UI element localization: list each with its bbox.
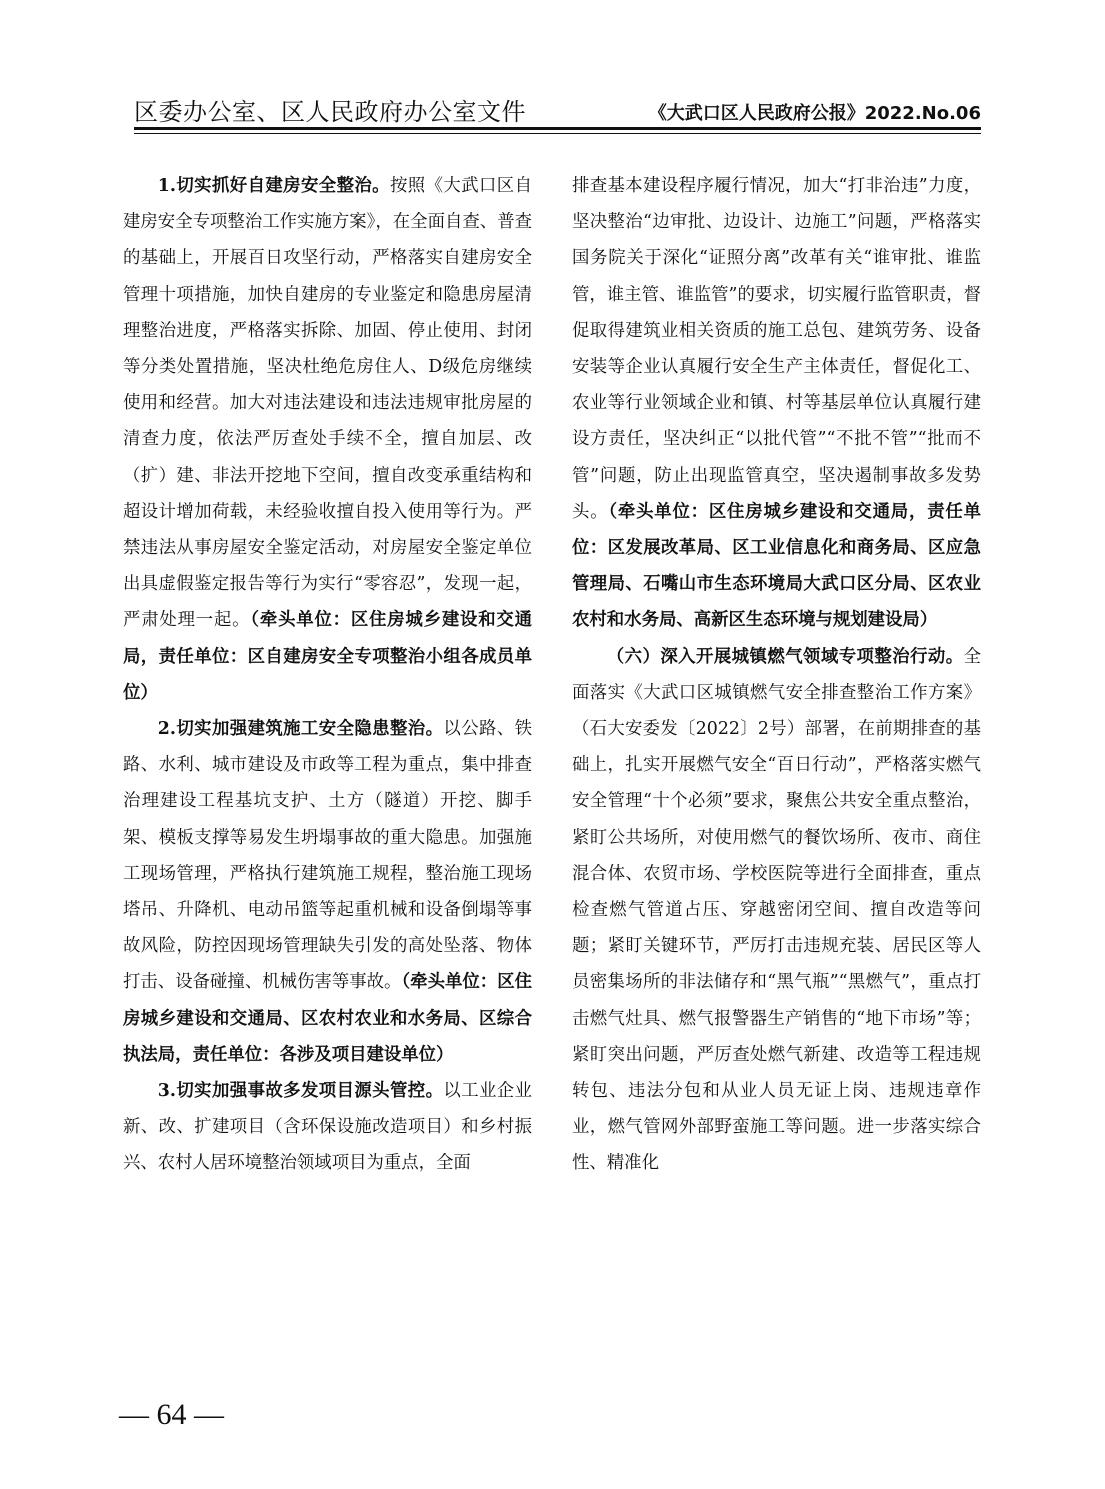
- responsible-units: （牵头单位：区住房城乡建设和交通局，责任单位：区自建房安全专项整治小组各成员单位）: [123, 610, 532, 703]
- gazette-issue-label: 《大武口区人民政府公报》2022.No.06: [648, 103, 981, 124]
- paragraph-body: 以工业企业新、改、扩建项目（含环保设施改造项目）和乡村振兴、农村人居环境整治领域项目为重点，全面: [123, 1081, 532, 1174]
- document-header-title: 区委办公室、区人民政府办公室文件: [134, 98, 526, 126]
- paragraph-self-built-housing: [123, 168, 532, 711]
- paragraph-body: 以公路、铁路、水利、城市建设及市政等工程为重点，集中排查治理建设工程基坑支护、土方（隧道）开挖、脚手架、模板支撑等易发生坍塌事故的重大隐患。加强施工现场管理，严格执行建筑施工规程，整治施工现场塔吊、升降机、电动吊篮等起重机械和设备倒塌等事故风险，防控因现场管理缺失引发的高处坠落、物体打击、设备碰撞、机械伤害等事故。: [123, 719, 532, 993]
- responsible-units: （牵头单位：区住房城乡建设和交通局、区农村农业和水务局、区综合执法局，责任单位：各涉及项目建设单位）: [123, 972, 532, 1065]
- paragraph-heading: 2.切实加强建筑施工安全隐患整治。: [157, 719, 444, 740]
- paragraph-body: 全面落实《大武口区城镇燃气安全排查整治工作方案》（石大安委发〔2022〕2号）部署，在前期排查的基础上，扎实开展燃气安全“百日行动”，严格落实燃气安全管理“十个必须”要求，聚焦公共安全重点整治，紧盯公共场所，对使用燃气的餐饮场所、夜市、商住混合体、农贸市场、学校医院等进行全面排查，重点检查燃气管道占压、穿越密闭空间、擅自改造等问题；紧盯关键环节，严厉打击违规充装、居民区等人员密集场所的非法储存和“黑气瓶”“黑燃气”，重点打击燃气灶具、燃气报警器生产销售的“地下市场”等；紧盯突出问题，严厉查处燃气新建、改造等工程违规转包、违法分包和从业人员无证上岗、违规违章作业，燃气管网外部野蛮施工等问题。进一步落实综合性、精准化: [572, 646, 981, 1174]
- paragraph-body: 按照《大武口区自建房安全专项整治工作实施方案》，在全面自查、普查的基础上，开展百日攻坚行动，严格落实自建房安全管理十项措施，加快自建房的专业鉴定和隐患房屋清理整治进度，严格落实拆除、加固、停止使用、封闭等分类处置措施，坚决杜绝危房住人、D级危房继续使用和经营。加大对违法建设和违法违规审批房屋的清查力度，依法严厉查处手续不全，擅自加层、改（扩）建、非法开挖地下空间，擅自改变承重结构和超设计增加荷载，未经验收擅自投入使用等行为。严禁违法从事房屋安全鉴定活动，对房屋安全鉴定单位出具虚假鉴定报告等行为实行“零容忍”，发现一起，严肃处理一起。: [123, 176, 532, 631]
- paragraph-construction-safety: [123, 711, 532, 1073]
- paragraph-body: 排查基本建设程序履行情况，加大“打非治违”力度，坚决整治“边审批、边设计、边施工”问题，严格落实国务院关于深化“证照分离”改革有关“谁审批、谁监管，谁主管、谁监管”的要求，切实履行监管职责，督促取得建筑业相关资质的施工总包、建筑劳务、设备安装等企业认真履行安全生产主体责任，督促化工、农业等行业领域企业和镇、村等基层单位认真履行建设方责任，坚决纠正“以批代管”“不批不管”“批而不管”问题，防止出现监管真空，坚决遏制事故多发势头。: [572, 176, 981, 522]
- paragraph-source-control: [123, 1073, 532, 1182]
- paragraph-continued: [572, 168, 981, 639]
- right-column: [572, 168, 981, 1182]
- header-rule-thin: [134, 133, 981, 134]
- paragraph-heading: 3.切实加强事故多发项目源头管控。: [157, 1081, 444, 1102]
- header-rule-thick: [134, 127, 981, 130]
- section-heading: （六）深入开展城镇燃气领域专项整治行动。: [606, 646, 964, 667]
- left-column: [123, 168, 532, 1182]
- responsible-units: （牵头单位：区住房城乡建设和交通局，责任单位：区发展改革局、区工业信息化和商务局、区应急管理局、石嘴山市生态环境局大武口区分局、区农业农村和水务局、高新区生态环境与规划建设局）: [572, 501, 981, 631]
- page-number: — 64 —: [119, 1398, 224, 1431]
- paragraph-heading: 1.切实抓好自建房安全整治。: [157, 176, 390, 196]
- paragraph-gas-safety: [572, 639, 981, 1182]
